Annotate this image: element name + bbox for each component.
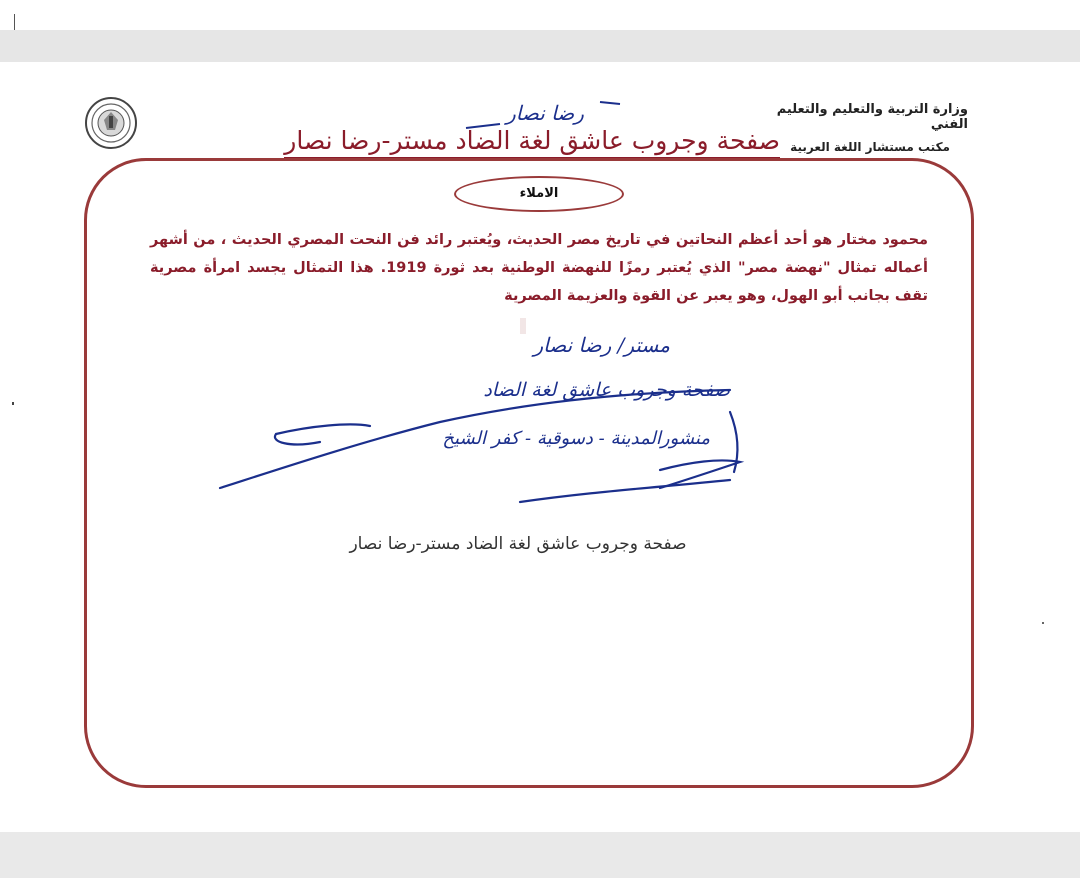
bottom-band: [0, 832, 1080, 878]
office-name: مكتب مستشار اللغة العربية: [790, 140, 950, 154]
handwritten-name-text: رضا نصار: [506, 101, 584, 125]
document-page: [0, 62, 1080, 832]
ministry-name: وزارة التربية والتعليم والتعليم الفني: [776, 102, 968, 132]
ministry-seal-icon: [84, 96, 138, 150]
page-title: صفحة وجروب عاشق لغة الضاد مستر-رضا نصار: [284, 126, 780, 159]
section-label: الاملاء: [454, 176, 624, 212]
ministry-header: [748, 102, 968, 154]
signature-line-1: مستر/ رضا نصار: [533, 333, 670, 357]
scroll-tick: [14, 14, 15, 30]
speck-left: [12, 402, 14, 405]
signature-line-3: منشورالمدينة - دسوقية - كفر الشيخ: [442, 428, 710, 449]
page-caption: صفحة وجروب عاشق لغة الضاد مستر-رضا نصار: [349, 534, 687, 554]
gray-band: [0, 30, 1080, 62]
dictation-paragraph: محمود مختار هو أحد أعظم النحاتين في تاريخ مصر الحديث، ويُعتبر رائد فن النحت المصري الحديث ، من أشهر أعماله تمثال "نهضة مصر" الذي يُعتبر رمزًا للنهضة الوطنية بعد ثورة 1919. هذا التمثال يجسد امرأة مصرية تقف بجانب أبو الهول، وهو يعبر عن القوة والعزيمة المصرية: [150, 232, 928, 304]
speck: [1042, 622, 1044, 624]
signature-line-2: صفحة وجروب عاشق لغة الضاد: [483, 379, 730, 401]
top-strip: [0, 0, 1080, 30]
handwritten-signature: [210, 322, 760, 512]
